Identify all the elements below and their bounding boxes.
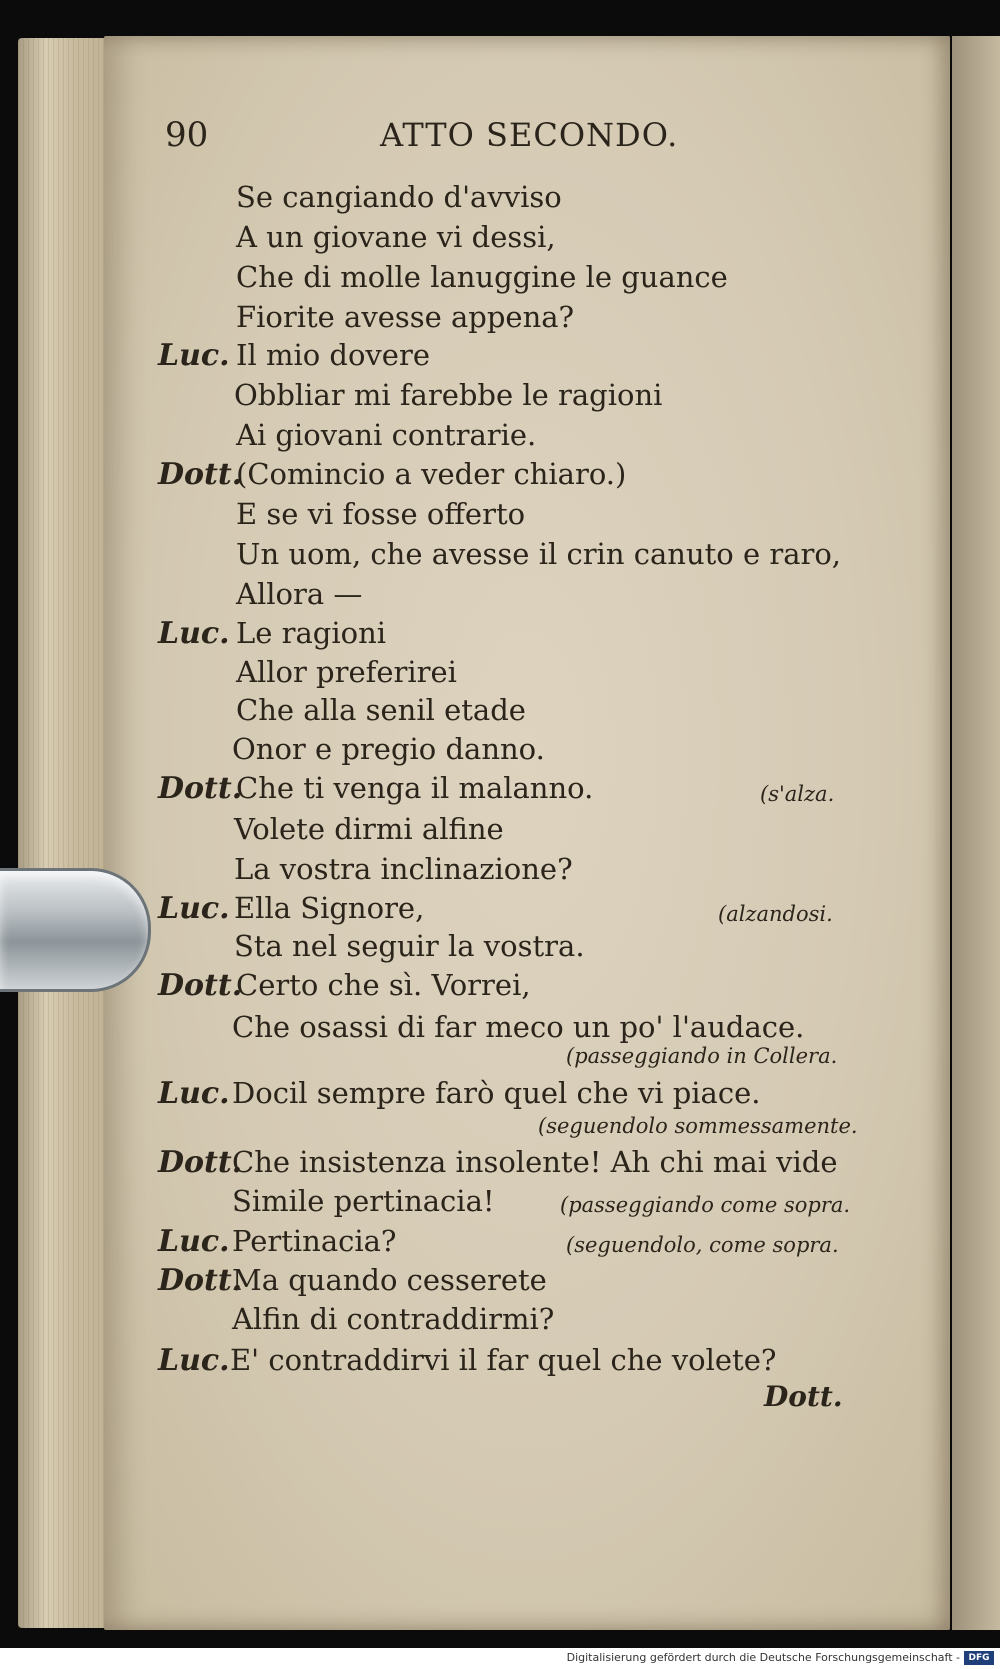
verse-line: Pertinacia? [232, 1224, 397, 1258]
catchword: Dott. [764, 1380, 843, 1413]
speaker-label: Luc. [158, 616, 230, 651]
verse-line: Se cangiando d'avviso [236, 180, 562, 214]
stage-direction: (alzandosi. [718, 902, 833, 926]
verse-line: E' contraddirvi il far quel che volete? [230, 1343, 777, 1377]
verse-line: Fiorite avesse appena? [236, 300, 575, 334]
footer-bar [0, 1648, 1000, 1669]
verse-line: Allor preferirei [236, 655, 457, 689]
verse-line: Ai giovani contrarie. [236, 418, 537, 452]
verse-line: Certo che sì. Vorrei, [236, 968, 531, 1002]
verse-line: Che insistenza insolente! Ah chi mai vide [232, 1145, 838, 1179]
verse-line: Obbliar mi farebbe le ragioni [234, 378, 663, 412]
speaker-label: Dott. [158, 457, 243, 492]
verse-line: E se vi fosse offerto [236, 497, 526, 531]
speaker-label: Dott. [158, 771, 243, 806]
verse-line: Le ragioni [236, 616, 387, 650]
verse-line: Allora — [236, 577, 363, 611]
verse-line: Un uom, che avesse il crin canuto e raro, [236, 537, 842, 571]
stage-direction: (passeggiando in Collera. [566, 1044, 838, 1068]
speaker-label: Luc. [158, 891, 230, 926]
page-block-edge [18, 38, 110, 1628]
verse-line: Ella Signore, [234, 891, 425, 925]
verse-line: Che osassi di far meco un po' l'audace. [232, 1010, 805, 1044]
verse-line: Alfin di contraddirmi? [232, 1302, 555, 1336]
speaker-label: Dott. [158, 968, 243, 1003]
speaker-label: Luc. [158, 1224, 230, 1259]
verse-line: Sta nel seguir la vostra. [234, 929, 585, 963]
stage-direction: (seguendolo sommessamente. [538, 1114, 858, 1138]
verse-line: Che di molle lanuggine le guance [236, 260, 728, 294]
verse-line: (Comincio a veder chiaro.) [236, 457, 627, 491]
verse-line: Che alla senil etade [236, 693, 526, 727]
verse-line: Simile pertinacia! [232, 1184, 495, 1218]
verse-line: A un giovane vi dessi, [236, 220, 556, 254]
speaker-label: Dott. [158, 1263, 243, 1298]
stage-direction: (seguendolo, come sopra. [566, 1233, 839, 1257]
funding-credit: Digitalisierung gefördert durch die Deutsche Forschungsgemeinschaft - [566, 1651, 960, 1664]
verse-line: Che ti venga il malanno. [236, 771, 594, 805]
speaker-label: Luc. [158, 338, 230, 373]
verse-line: Il mio dovere [236, 338, 430, 372]
speaker-label: Luc. [158, 1076, 230, 1111]
verse-line: Docil sempre farò quel che vi piace. [232, 1076, 761, 1110]
stage-direction: (s'alza. [760, 782, 835, 806]
verse-line: La vostra inclinazione? [234, 852, 573, 886]
verse-line: Volete dirmi alfine [234, 812, 504, 846]
dfg-logo-icon: DFG [964, 1651, 994, 1665]
speaker-label: Dott. [158, 1145, 243, 1180]
page-clip [0, 868, 151, 992]
page-number: 90 [165, 115, 209, 155]
verse-line: Onor e pregio danno. [232, 732, 545, 766]
running-header: ATTO SECONDO. [380, 116, 679, 154]
verse-line: Ma quando cesserete [232, 1263, 547, 1297]
speaker-label: Luc. [158, 1343, 230, 1378]
facing-page-edge [952, 36, 1000, 1630]
stage-direction: (passeggiando come sopra. [560, 1193, 851, 1217]
